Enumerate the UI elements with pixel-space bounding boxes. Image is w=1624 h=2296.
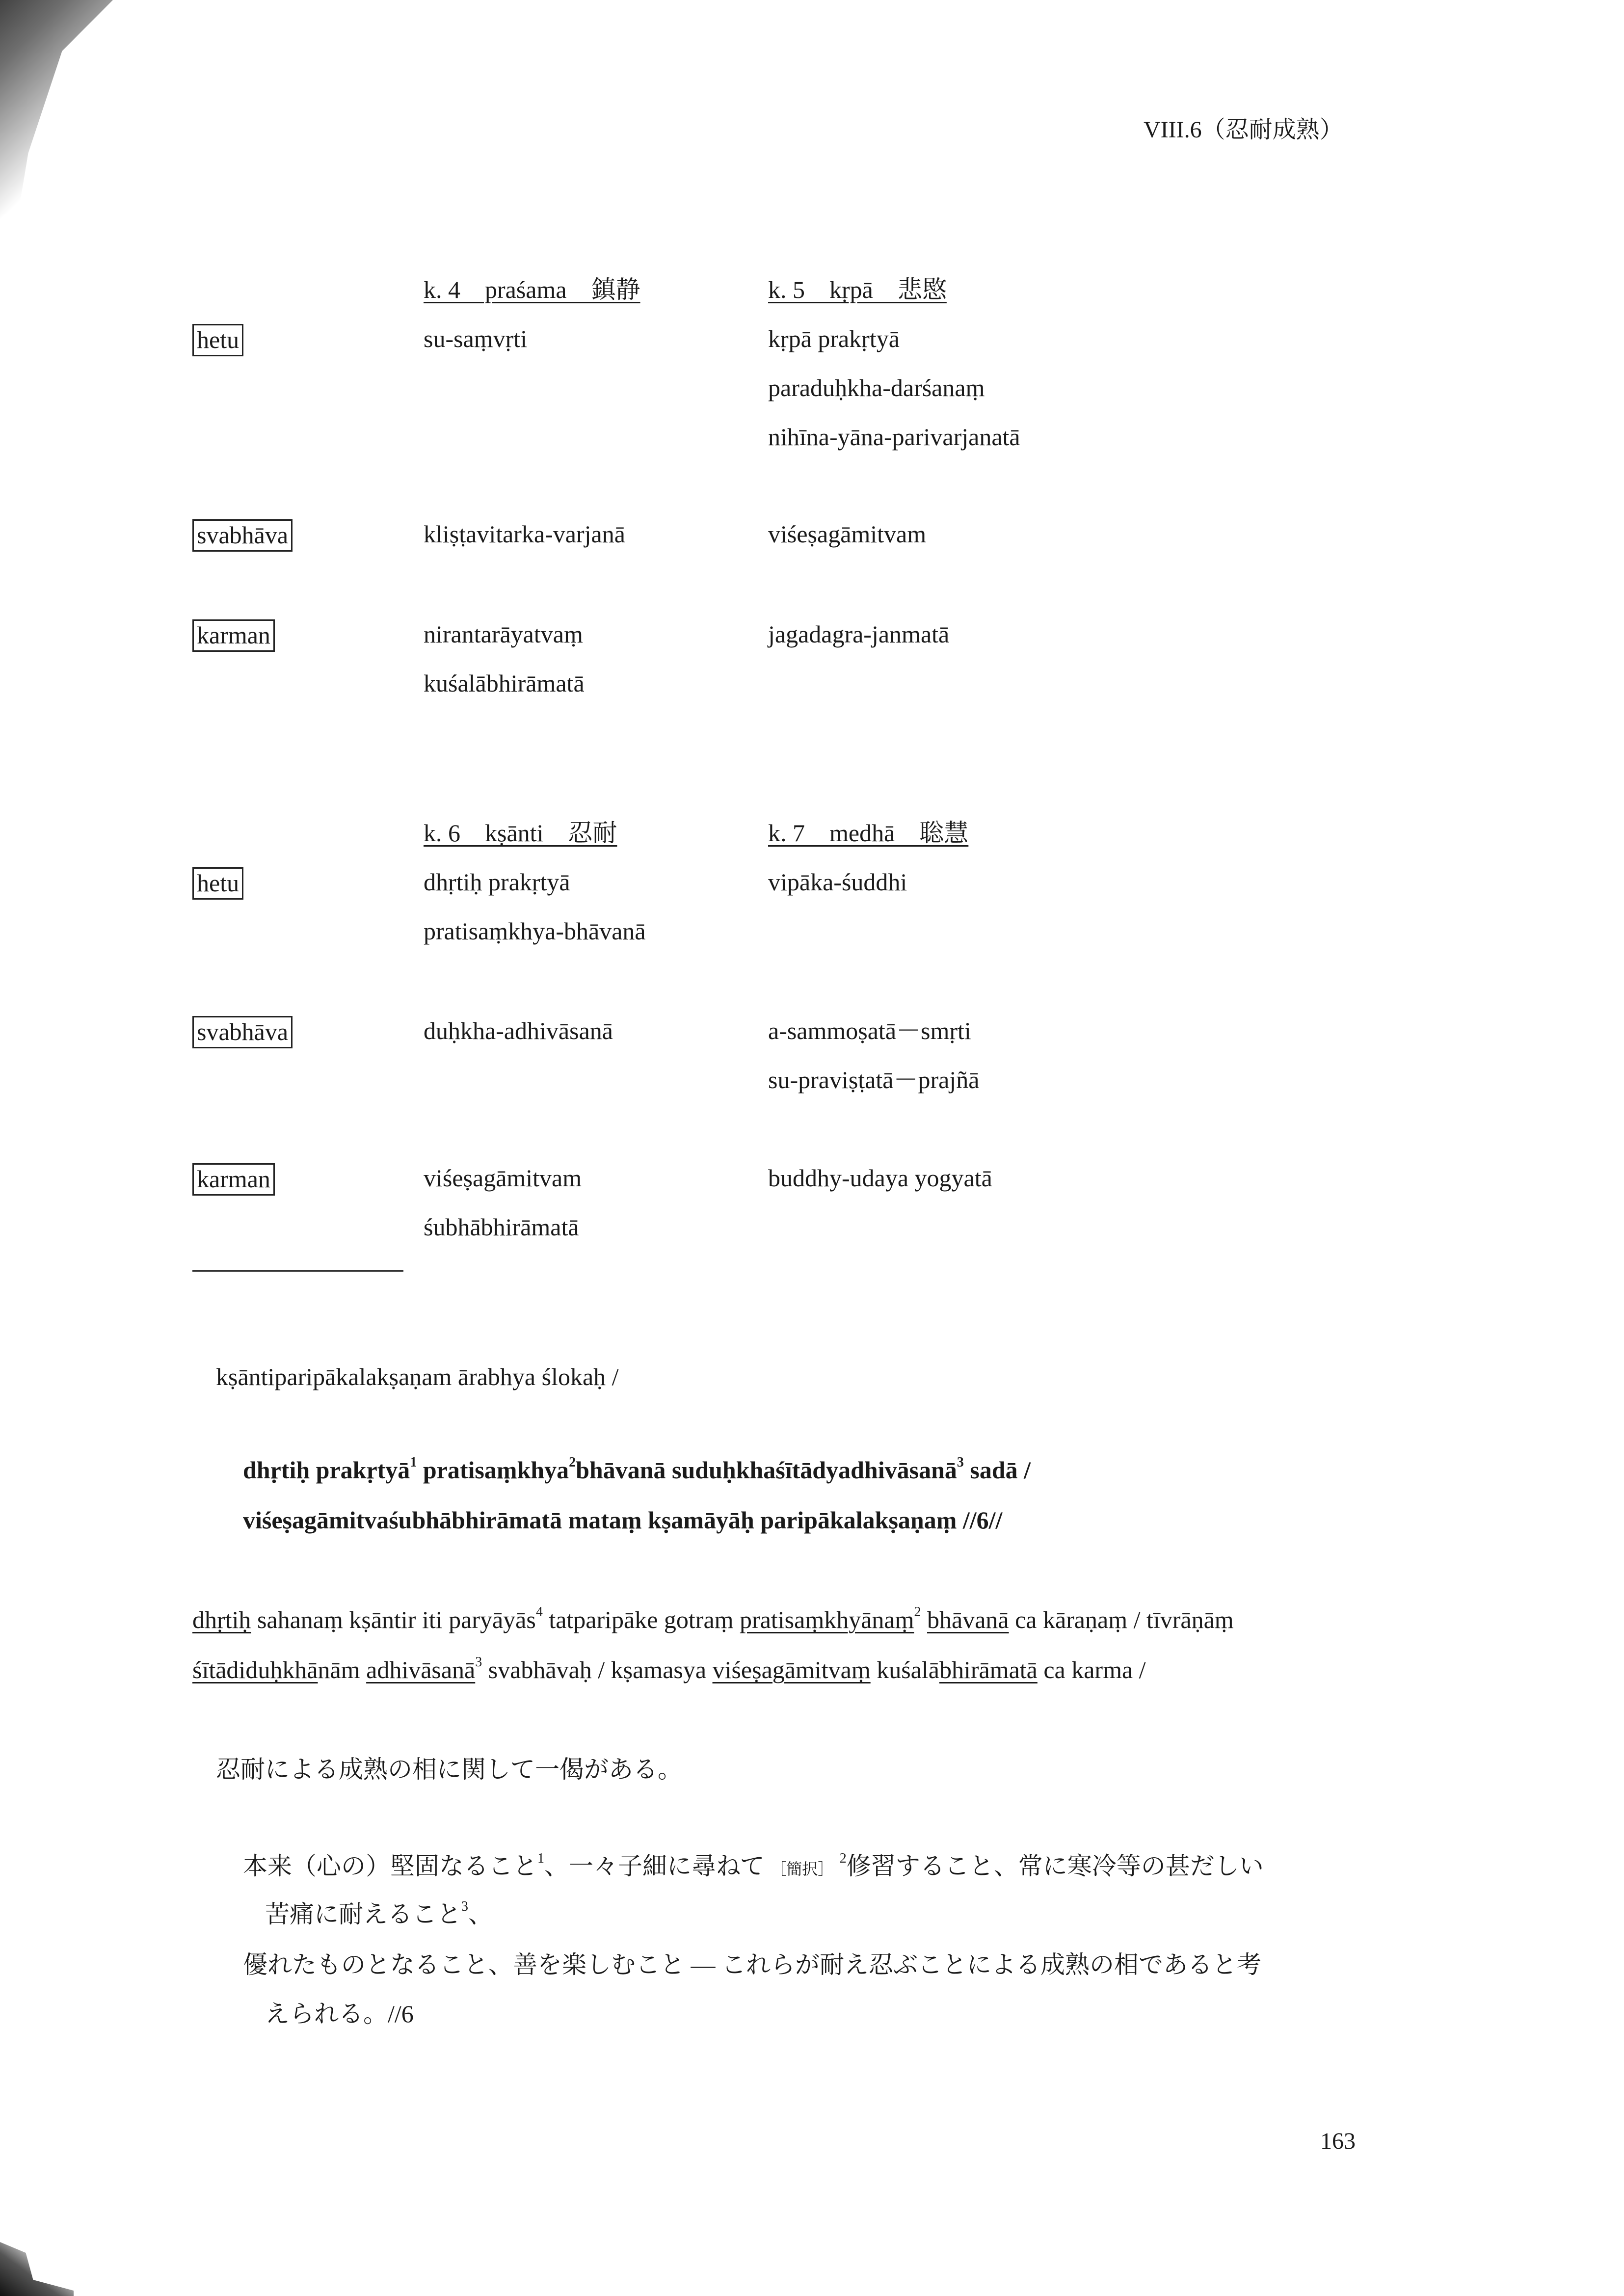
intro-sanskrit: kṣāntiparipākalakṣaṇam ārabhya ślokaḥ / bbox=[216, 1363, 619, 1390]
footnote-ref: 3 bbox=[461, 1899, 468, 1915]
row-label-hetu: hetu bbox=[192, 324, 243, 356]
cell-text: viśeṣagāmitvam bbox=[424, 1164, 582, 1192]
cell-text: kuśalābhirāmatā bbox=[424, 669, 585, 697]
commentary-text: ca kāraṇaṃ / tīvrāṇāṃ bbox=[1009, 1606, 1234, 1633]
commentary-line-1 bbox=[192, 1604, 1234, 1633]
commentary-text: nām bbox=[318, 1656, 367, 1683]
japanese-text: 本来（心の）堅固なること bbox=[243, 1852, 537, 1880]
running-title: VIII.6（忍耐成熟） bbox=[1144, 117, 1343, 143]
cell-text: su-praviṣṭatā－prajñā bbox=[768, 1066, 980, 1094]
underlined-term: pratisaṃkhyānaṃ bbox=[740, 1606, 914, 1633]
section-divider bbox=[192, 1270, 403, 1272]
japanese-line-1 bbox=[243, 1851, 1264, 1880]
verse-text: sadā / bbox=[963, 1456, 1031, 1484]
row-label-karman: karman bbox=[192, 619, 275, 652]
page-number: 163 bbox=[1320, 2128, 1356, 2154]
footnote-ref: 2 bbox=[839, 1851, 847, 1867]
commentary-line-2 bbox=[192, 1657, 1146, 1682]
footnote-ref: 4 bbox=[535, 1604, 543, 1620]
verse-text: dhṛtiḥ prakṛtyā bbox=[243, 1456, 410, 1484]
row-label-karman: karman bbox=[192, 1163, 275, 1196]
cell-text: su-saṃvṛti bbox=[424, 325, 528, 352]
footnote-ref: 1 bbox=[537, 1851, 544, 1867]
verse-text: pratisaṃkhya bbox=[417, 1456, 569, 1484]
footnote-ref: 3 bbox=[957, 1455, 964, 1470]
cell-text: nirantarāyatvaṃ bbox=[424, 620, 583, 648]
japanese-line-4: えられる。//6 bbox=[265, 2000, 414, 2028]
commentary-text: sahanaṃ kṣāntir iti paryāyās bbox=[251, 1606, 536, 1633]
footnote-ref: 2 bbox=[914, 1604, 921, 1620]
cell-text: vipāka-śuddhi bbox=[768, 868, 907, 896]
scan-shadow-bottom bbox=[0, 2242, 74, 2296]
cell-text: kṛpā prakṛtyā bbox=[768, 325, 900, 352]
footnote-ref: 3 bbox=[475, 1655, 482, 1670]
column-heading-k7: k. 7 medhā 聡慧 bbox=[768, 819, 969, 847]
commentary-text: ca karma / bbox=[1037, 1656, 1146, 1683]
japanese-line-2 bbox=[265, 1899, 493, 1928]
commentary-text: kuśalā bbox=[870, 1656, 939, 1683]
underlined-term: dhṛtiḥ bbox=[192, 1606, 251, 1633]
cell-text: jagadagra-janmatā bbox=[768, 620, 950, 648]
verse-line-2: viśeṣagāmitvaśubhābhirāmatā mataṃ kṣamāyāḥ paripākalakṣaṇaṃ //6// bbox=[243, 1506, 1003, 1534]
footnote-ref: 2 bbox=[569, 1455, 576, 1470]
scan-shadow-top bbox=[0, 0, 113, 255]
verse-text: bhāvanā suduḥkhaśītādyadhivāsanā bbox=[576, 1456, 957, 1484]
verse-line-1 bbox=[243, 1455, 1031, 1484]
underlined-term: adhivāsanā bbox=[366, 1656, 476, 1683]
row-label-hetu: hetu bbox=[192, 867, 243, 900]
cell-text: buddhy-udaya yogyatā bbox=[768, 1164, 992, 1192]
underlined-term: viśeṣagāmitvaṃ bbox=[712, 1656, 871, 1683]
japanese-text: 苦痛に耐えること bbox=[265, 1900, 461, 1928]
japanese-line-3: 優れたものとなること、善を楽しむこと ― これらが耐え忍ぶことによる成熟の相であると考 bbox=[243, 1951, 1261, 1978]
cell-text: duḥkha-adhivāsanā bbox=[424, 1017, 613, 1044]
cell-text: dhṛtiḥ prakṛtyā bbox=[424, 868, 570, 896]
column-heading-k6: k. 6 kṣānti 忍耐 bbox=[424, 819, 617, 847]
cell-text: viśeṣagāmitvam bbox=[768, 520, 927, 548]
cell-text: paraduḥkha-darśanaṃ bbox=[768, 374, 985, 401]
japanese-text: 、 bbox=[468, 1900, 493, 1928]
cell-text: śubhābhirāmatā bbox=[424, 1213, 579, 1241]
column-heading-k4: k. 4 praśama 鎮静 bbox=[424, 276, 640, 303]
gloss-note: ［簡択］ bbox=[771, 1860, 834, 1878]
commentary-text: svabhāvaḥ / kṣamasya bbox=[482, 1656, 713, 1683]
cell-text: nihīna-yāna-parivarjanatā bbox=[768, 423, 1020, 451]
cell-text: pratisaṃkhya-bhāvanā bbox=[424, 917, 646, 945]
column-heading-k5: k. 5 kṛpā 悲愍 bbox=[768, 276, 947, 303]
japanese-intro: 忍耐による成熟の相に関して一偈がある。 bbox=[216, 1756, 682, 1783]
underlined-term: śītādiduḥkhā bbox=[192, 1656, 318, 1683]
commentary-text bbox=[921, 1606, 928, 1633]
underlined-term: bhāvanā bbox=[927, 1606, 1009, 1633]
cell-text: kliṣṭavitarka-varjanā bbox=[424, 520, 625, 548]
cell-text: a-sammoṣatā－smṛti bbox=[768, 1017, 971, 1044]
row-label-svabhava: svabhāva bbox=[192, 519, 293, 552]
footnote-ref: 1 bbox=[410, 1455, 417, 1470]
japanese-text: 、一々子細に尋ねて bbox=[544, 1852, 765, 1880]
japanese-text: 修習すること、常に寒冷等の甚だしい bbox=[846, 1852, 1264, 1880]
underlined-term: bhirāmatā bbox=[939, 1656, 1038, 1683]
row-label-svabhava: svabhāva bbox=[192, 1016, 293, 1048]
commentary-text: tatparipāke gotraṃ bbox=[542, 1606, 740, 1633]
